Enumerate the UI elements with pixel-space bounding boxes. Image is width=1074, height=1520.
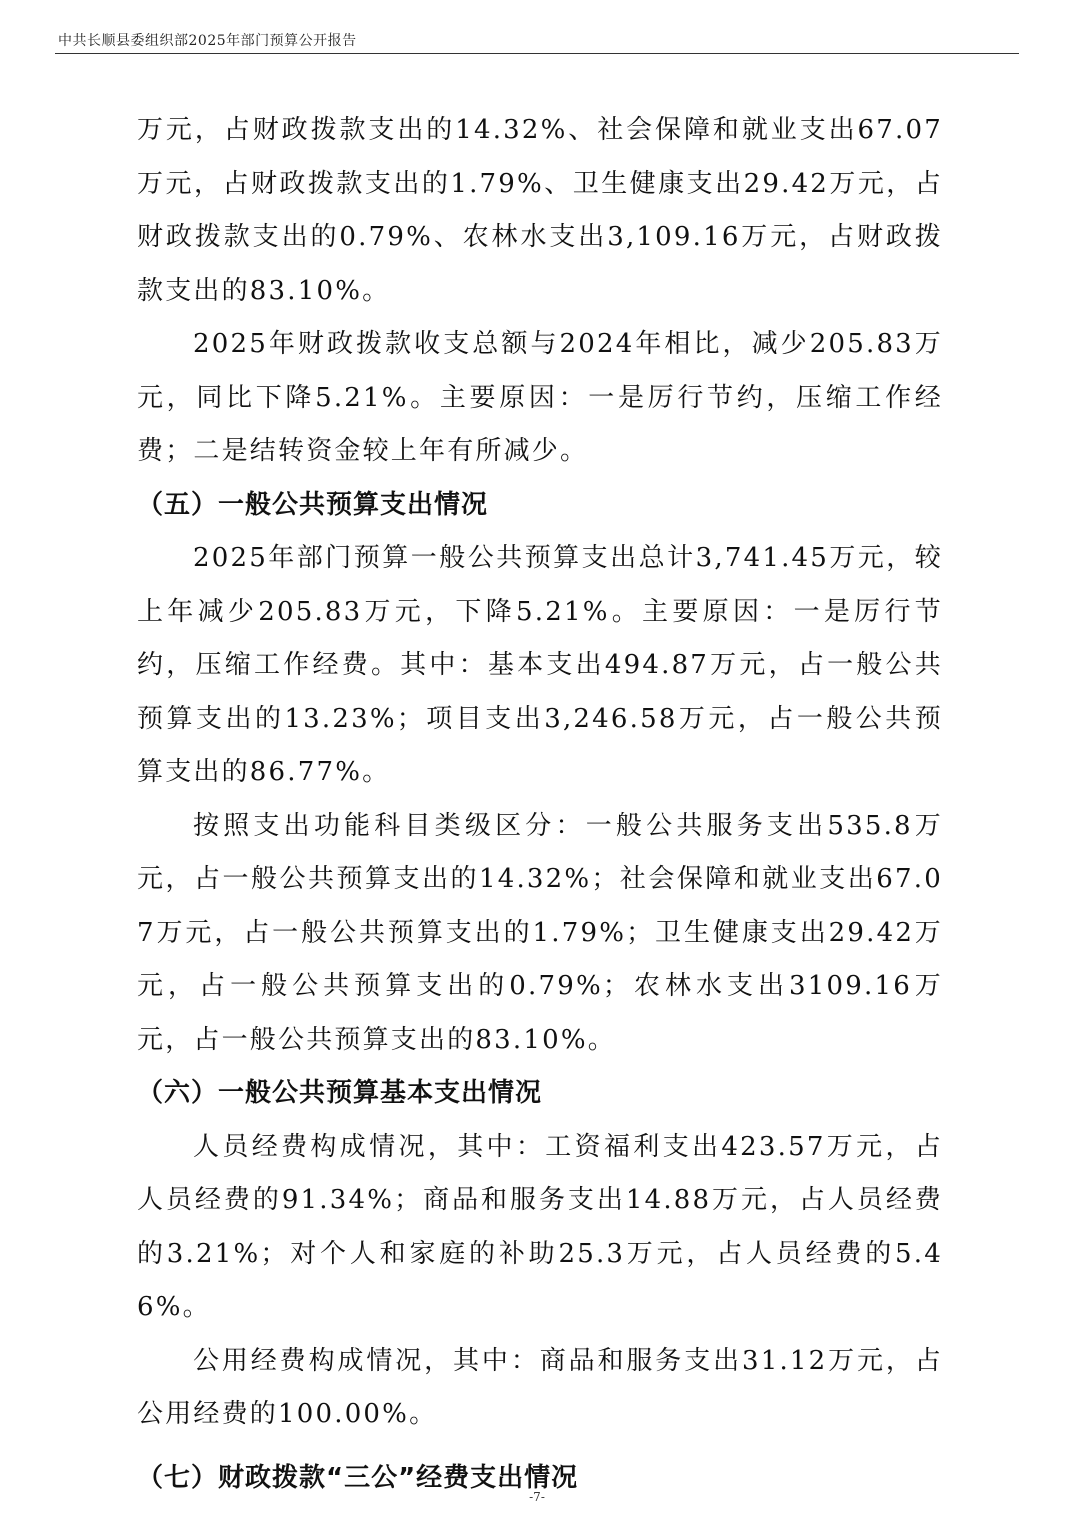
document-body [137, 104, 943, 1505]
paragraph-public-costs: 公用经费构成情况，其中：商品和服务支出31.12万元，占公用经费的100.00%。 [137, 1345, 943, 1429]
section-heading-6: （六）一般公共预算基本支出情况 [137, 1078, 543, 1108]
paragraph-year-comparison: 2025年财政拨款收支总额与2024年相比，减少205.83万元，同比下降5.21%。主要原因：一是厉行节约，压缩工作经费；二是结转资金较上年有所减少。 [137, 329, 943, 466]
header-divider [55, 53, 1019, 54]
section-heading-7: （七）财政拨款“三公”经费支出情况 [137, 1462, 579, 1493]
paragraph-functional-classification: 按照支出功能科目类级区分：一般公共服务支出535.8万元，占一般公共预算支出的14.32%；社会保障和就业支出67.07万元，占一般公共预算支出的1.79%；卫生健康支出29.42万元，占一般公共预算支出的0.79%；农林水支出3109.16万元，占一般公共预算支出的83.10%。 [137, 810, 943, 1055]
paragraph-general-budget-total: 2025年部门预算一般公共预算支出总计3,741.45万元，较上年减少205.83万元，下降5.21%。主要原因：一是厉行节约，压缩工作经费。其中：基本支出494.87万元，占一般公共预算支出的13.23%；项目支出3,246.58万元，占一般公共预算支出的86.77%。 [137, 543, 943, 787]
paragraph-personnel-costs: 人员经费构成情况，其中：工资福利支出423.57万元，占人员经费的91.34%；商品和服务支出14.88万元，占人员经费的3.21%；对个人和家庭的补助25.3万元，占人员经费的5.46%。 [137, 1131, 943, 1322]
paragraph-expenditure-breakdown-continued: 万元，占财政拨款支出的14.32%、社会保障和就业支出67.07万元，占财政拨款支出的1.79%、卫生健康支出29.42万元，占财政拨款支出的0.79%、农林水支出3,109.16万元，占财政拨款支出的83.10%。 [137, 115, 943, 306]
page-number: -7- [529, 1490, 545, 1504]
page-header-title: 中共长顺县委组织部2025年部门预算公开报告 [58, 33, 357, 49]
section-heading-5: （五）一般公共预算支出情况 [137, 489, 489, 520]
